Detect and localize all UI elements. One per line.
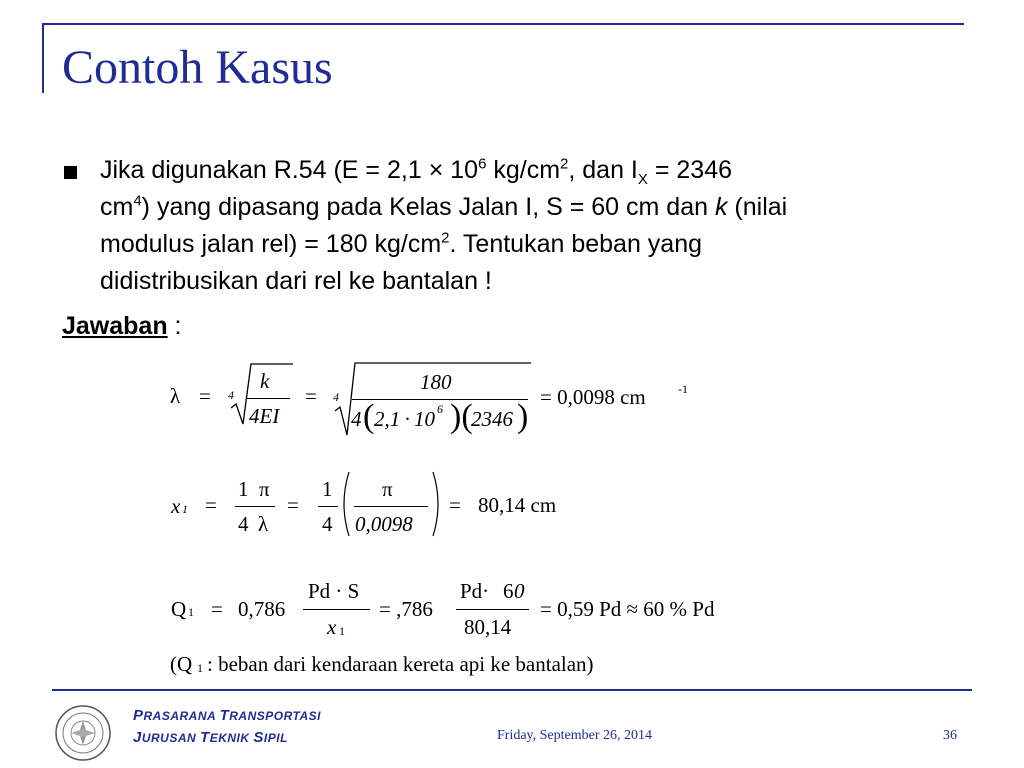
- slide-title: Contoh Kasus: [62, 41, 333, 94]
- title-frame-top: [42, 23, 964, 25]
- page-number: 36: [943, 728, 957, 743]
- footer-dept-line1: PRASARANA TRANSPORTASI: [133, 707, 321, 724]
- footer-date: Friday, September 26, 2014: [497, 728, 653, 743]
- footer-line: [52, 689, 972, 691]
- title-frame-left: [42, 23, 44, 93]
- footer-dept-line2: JURUSAN TEKNIK SIPIL: [133, 729, 288, 746]
- problem-text: Jika digunakan R.54 ($E = 2,1 \times 10^6$ $kg/cm^2$, dan $I_X = 2346$ $cm^4$) yang dipasang pada Kelas Jalan I, S = 60 cm dan k (nilai modulus jalan rel) = 180 $kg/cm^2$. Tentukan beban yang didistribusikan dari rel ke bantalan !: [100, 155, 788, 295]
- answer-label: Jawaban :: [62, 312, 182, 340]
- university-seal-icon: [54, 704, 112, 762]
- bullet-square-icon: [64, 166, 77, 179]
